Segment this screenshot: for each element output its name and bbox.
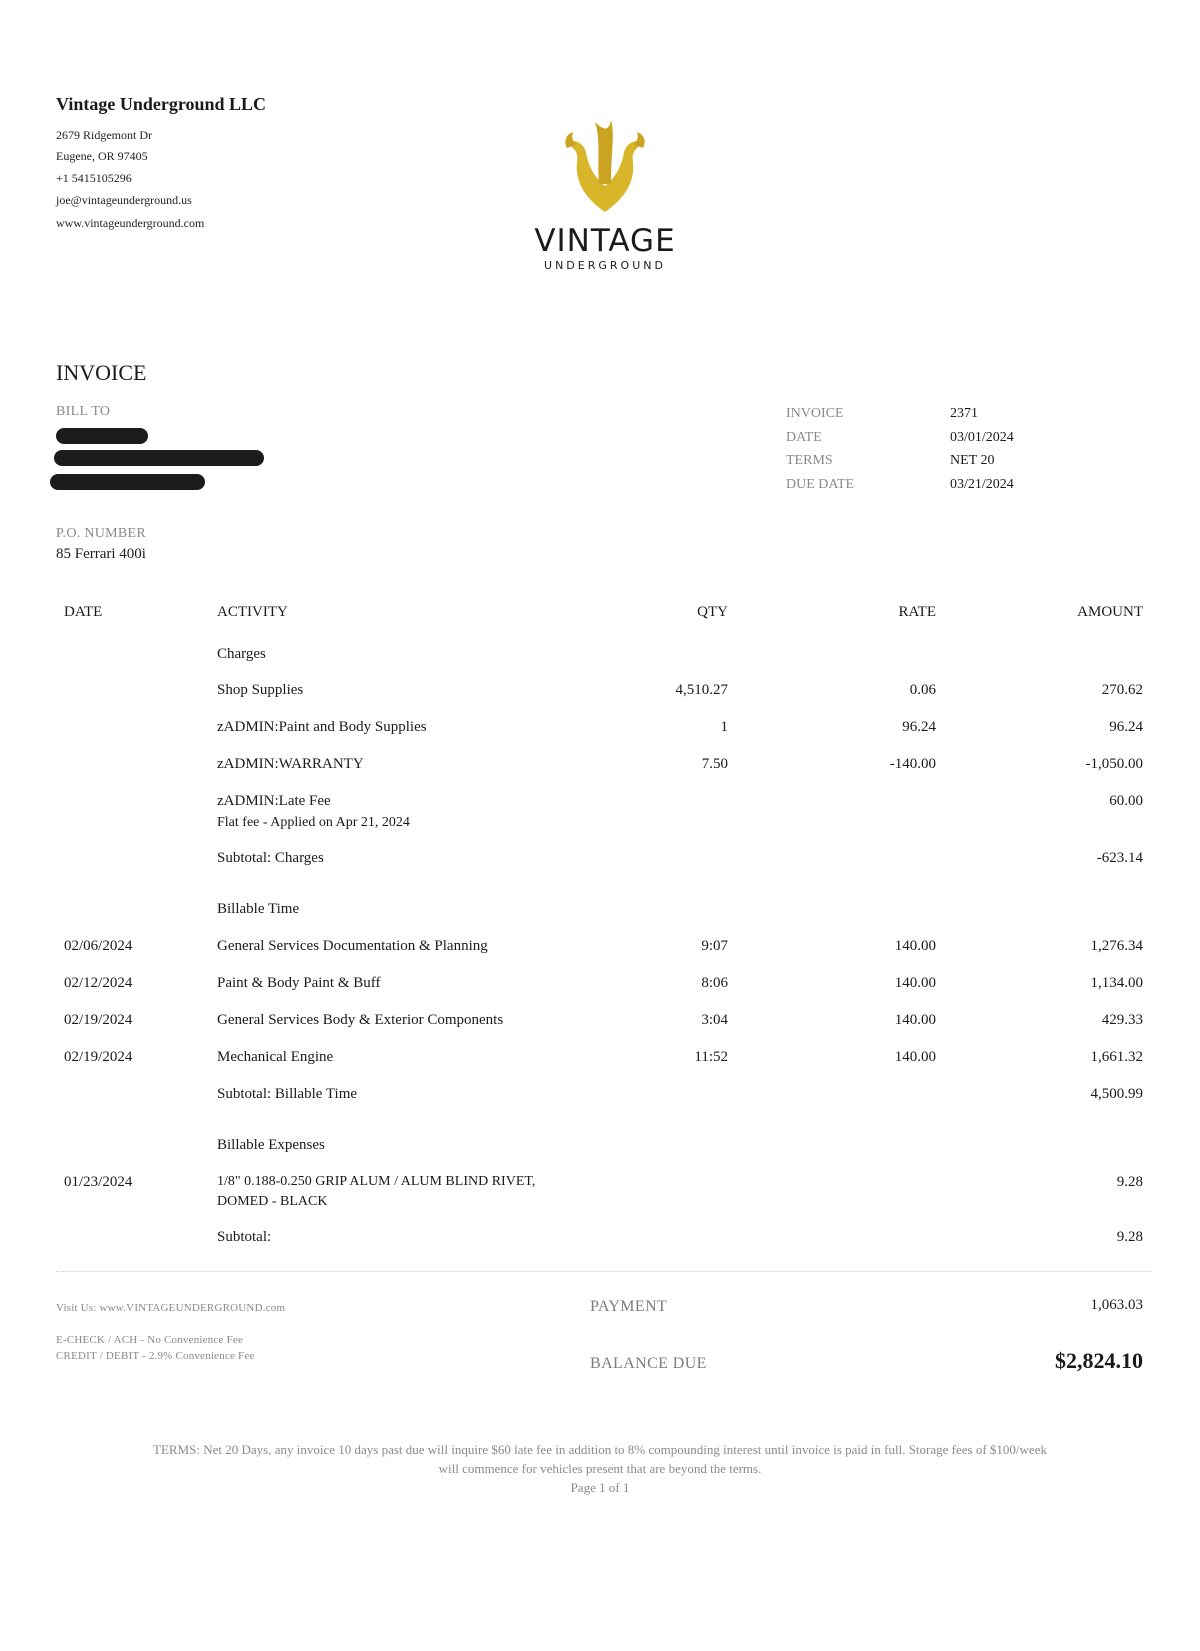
- row-rate: 140.00: [894, 975, 936, 991]
- po-number-value: 85 Ferrari 400i: [56, 546, 146, 562]
- invoice-due-date-value: 03/21/2024: [950, 477, 1014, 492]
- footer-visit-us: Visit Us: www.VINTAGEUNDERGROUND.com: [56, 1302, 286, 1314]
- invoice-title: INVOICE: [56, 360, 147, 385]
- bill-to-label: BILL TO: [56, 404, 111, 419]
- footer-echeck-note: E-CHECK / ACH - No Convenience Fee: [56, 1334, 244, 1346]
- invoice-terms-value: NET 20: [950, 453, 995, 468]
- subtotal-charges-value: -623.14: [1096, 850, 1143, 866]
- row-date: 02/06/2024: [64, 938, 133, 954]
- row-qty: 1: [720, 719, 728, 735]
- company-name: Vintage Underground LLC: [56, 94, 267, 114]
- subtotal-charges-label: Subtotal: Charges: [217, 850, 324, 866]
- row-rate: 140.00: [894, 1012, 936, 1028]
- company-email: joe@vintageunderground.us: [56, 193, 192, 207]
- row-amount: 270.62: [1101, 682, 1143, 698]
- row-date: 02/19/2024: [64, 1012, 133, 1028]
- row-amount: 1,661.32: [1090, 1049, 1143, 1065]
- row-activity: Shop Supplies: [217, 682, 304, 698]
- row-qty: 8:06: [701, 975, 728, 991]
- row-rate: 140.00: [894, 1049, 936, 1065]
- row-note: Flat fee - Applied on Apr 21, 2024: [217, 815, 410, 830]
- company-address-line1: 2679 Ridgemont Dr: [56, 128, 152, 142]
- logo-emblem-icon: [555, 112, 655, 216]
- invoice-due-date-label: DUE DATE: [786, 477, 855, 492]
- row-qty: 3:04: [701, 1012, 728, 1028]
- row-amount: 9.28: [1116, 1174, 1143, 1190]
- row-amount: 96.24: [1109, 719, 1143, 735]
- row-activity: Mechanical Engine: [217, 1049, 334, 1065]
- row-qty: 7.50: [701, 756, 728, 772]
- row-activity: zADMIN:Late Fee: [217, 793, 331, 809]
- totals-divider: [56, 1271, 1152, 1272]
- footer-credit-note: CREDIT / DEBIT - 2.9% Convenience Fee: [56, 1350, 255, 1362]
- terms-line1: TERMS: Net 20 Days, any invoice 10 days past due will inquire $60 late fee in addition to 8% compounding interest until invoice is paid in full. Storage fees of $100/week: [153, 1442, 1047, 1457]
- payment-value: 1,063.03: [1090, 1297, 1143, 1313]
- row-activity: General Services Documentation & Planning: [217, 938, 488, 954]
- row-rate: 140.00: [894, 938, 936, 954]
- row-amount: 429.33: [1101, 1012, 1143, 1028]
- company-phone: +1 5415105296: [56, 171, 132, 185]
- row-activity-line1: 1/8" 0.188-0.250 GRIP ALUM / ALUM BLIND RIVET,: [217, 1174, 536, 1189]
- page-number: Page 1 of 1: [570, 1480, 630, 1495]
- row-activity: General Services Body & Exterior Components: [217, 1012, 504, 1028]
- redacted-name: [56, 428, 148, 444]
- terms-line2: will commence for vehicles present that are beyond the terms.: [438, 1461, 762, 1476]
- section-heading-charges: Charges: [217, 646, 266, 662]
- invoice-number-value: 2371: [950, 406, 978, 421]
- subtotal-expenses-value: 9.28: [1116, 1229, 1143, 1245]
- logo-subtitle: UNDERGROUND: [544, 259, 666, 272]
- row-rate: 0.06: [909, 682, 936, 698]
- payment-label: PAYMENT: [590, 1298, 668, 1315]
- column-header-date: DATE: [64, 604, 103, 620]
- invoice-date-value: 03/01/2024: [950, 430, 1014, 445]
- row-qty: 4,510.27: [675, 682, 728, 698]
- row-activity: zADMIN:WARRANTY: [217, 756, 364, 772]
- row-rate: 96.24: [902, 719, 936, 735]
- column-header-activity: ACTIVITY: [217, 604, 288, 620]
- column-header-qty: QTY: [697, 604, 728, 620]
- company-logo: [520, 112, 690, 272]
- company-website: www.vintageunderground.com: [56, 216, 205, 230]
- invoice-terms-label: TERMS: [786, 453, 833, 468]
- logo-wordmark: VINTAGE: [534, 223, 676, 259]
- section-heading-billable-expenses: Billable Expenses: [217, 1137, 325, 1153]
- row-activity: Paint & Body Paint & Buff: [217, 975, 381, 991]
- row-activity-line2: DOMED - BLACK: [217, 1194, 328, 1209]
- section-heading-billable-time: Billable Time: [217, 901, 300, 917]
- row-date: 02/12/2024: [64, 975, 133, 991]
- balance-due-value: $2,824.10: [1055, 1348, 1143, 1373]
- row-amount: 1,276.34: [1090, 938, 1143, 954]
- row-amount: 1,134.00: [1090, 975, 1143, 991]
- row-amount: -1,050.00: [1085, 756, 1143, 772]
- invoice-number-label: INVOICE: [786, 406, 844, 421]
- row-date: 02/19/2024: [64, 1049, 133, 1065]
- po-number-label: P.O. NUMBER: [56, 526, 147, 541]
- redacted-address-line2: [50, 474, 205, 490]
- row-amount: 60.00: [1109, 793, 1143, 809]
- column-header-rate: RATE: [898, 604, 936, 620]
- subtotal-billable-time-value: 4,500.99: [1090, 1086, 1143, 1102]
- column-header-amount: AMOUNT: [1077, 604, 1143, 620]
- balance-due-label: BALANCE DUE: [590, 1355, 707, 1372]
- subtotal-expenses-label: Subtotal:: [217, 1229, 272, 1245]
- row-qty: 9:07: [701, 938, 728, 954]
- invoice-date-label: DATE: [786, 430, 822, 445]
- row-rate: -140.00: [889, 756, 936, 772]
- company-address-line2: Eugene, OR 97405: [56, 149, 148, 163]
- subtotal-billable-time-label: Subtotal: Billable Time: [217, 1086, 358, 1102]
- row-activity: zADMIN:Paint and Body Supplies: [217, 719, 427, 735]
- row-qty: 11:52: [694, 1049, 728, 1065]
- row-date: 01/23/2024: [64, 1174, 133, 1190]
- redacted-address-line1: [54, 450, 264, 466]
